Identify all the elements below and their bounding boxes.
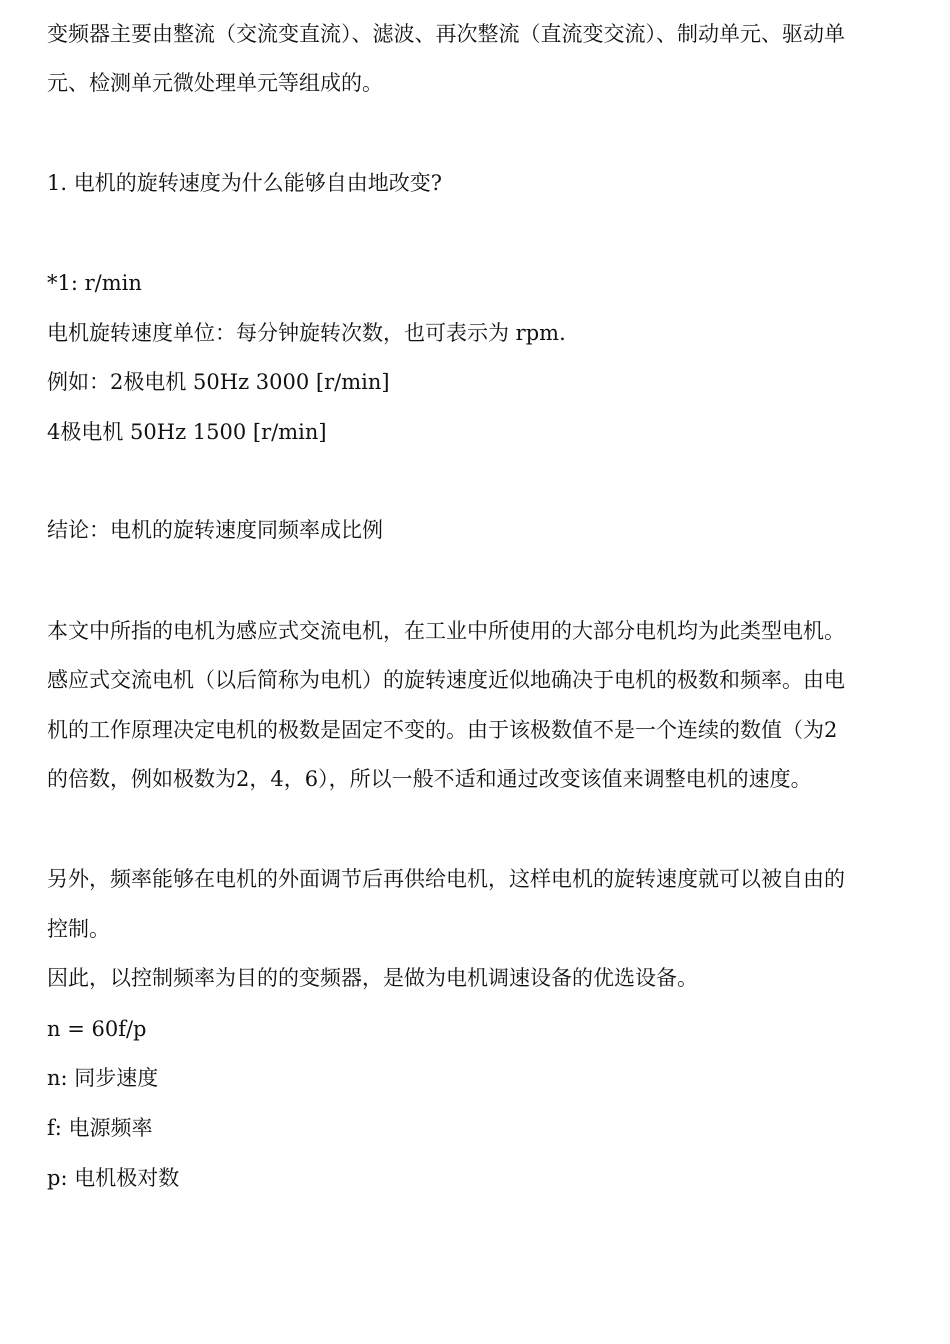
example-line-1: 例如：2极电机 50Hz 3000 [r/min] [47, 370, 390, 394]
question-heading: 1. 电机的旋转速度为什么能够自由地改变? [47, 171, 442, 195]
formula-var-n: n: 同步速度 [47, 1066, 159, 1090]
paragraph-3-line-1: 因此，以控制频率为目的的变频器，是做为电机调速设备的优选设备。 [47, 966, 698, 990]
paragraph-2-line-2: 控制。 [47, 917, 110, 941]
paragraph-1-line-2: 感应式交流电机（以后简称为电机）的旋转速度近似地确决于电机的极数和频率。由电 [47, 668, 845, 692]
formula-line: n = 60f/p [47, 1017, 147, 1041]
formula-var-p: p: 电机极对数 [47, 1166, 180, 1190]
text-line-1: 变频器主要由整流（交流变直流）、滤波、再次整流（直流变交流）、制动单元、驱动单 [47, 22, 845, 46]
text-line-2: 元、检测单元微处理单元等组成的。 [47, 71, 383, 95]
paragraph-2-line-1: 另外，频率能够在电机的外面调节后再供给电机，这样电机的旋转速度就可以被自由的 [47, 867, 845, 891]
paragraph-1-line-1: 本文中所指的电机为感应式交流电机，在工业中所使用的大部分电机均为此类型电机。 [47, 619, 845, 643]
conclusion-line: 结论：电机的旋转速度同频率成比例 [47, 518, 383, 542]
paragraph-1-line-4: 的倍数，例如极数为2，4，6），所以一般不适和通过改变该值来调整电机的速度。 [47, 767, 812, 791]
formula-var-f: f: 电源频率 [47, 1116, 153, 1140]
text-line-unit-desc: 电机旋转速度单位：每分钟旋转次数，也可表示为 rpm. [47, 321, 566, 345]
footnote-unit: *1: r/min [47, 271, 142, 295]
example-line-2: 4极电机 50Hz 1500 [r/min] [47, 420, 327, 444]
paragraph-1-line-3: 机的工作原理决定电机的极数是固定不变的。由于该极数值不是一个连续的数值（为2 [47, 718, 838, 742]
